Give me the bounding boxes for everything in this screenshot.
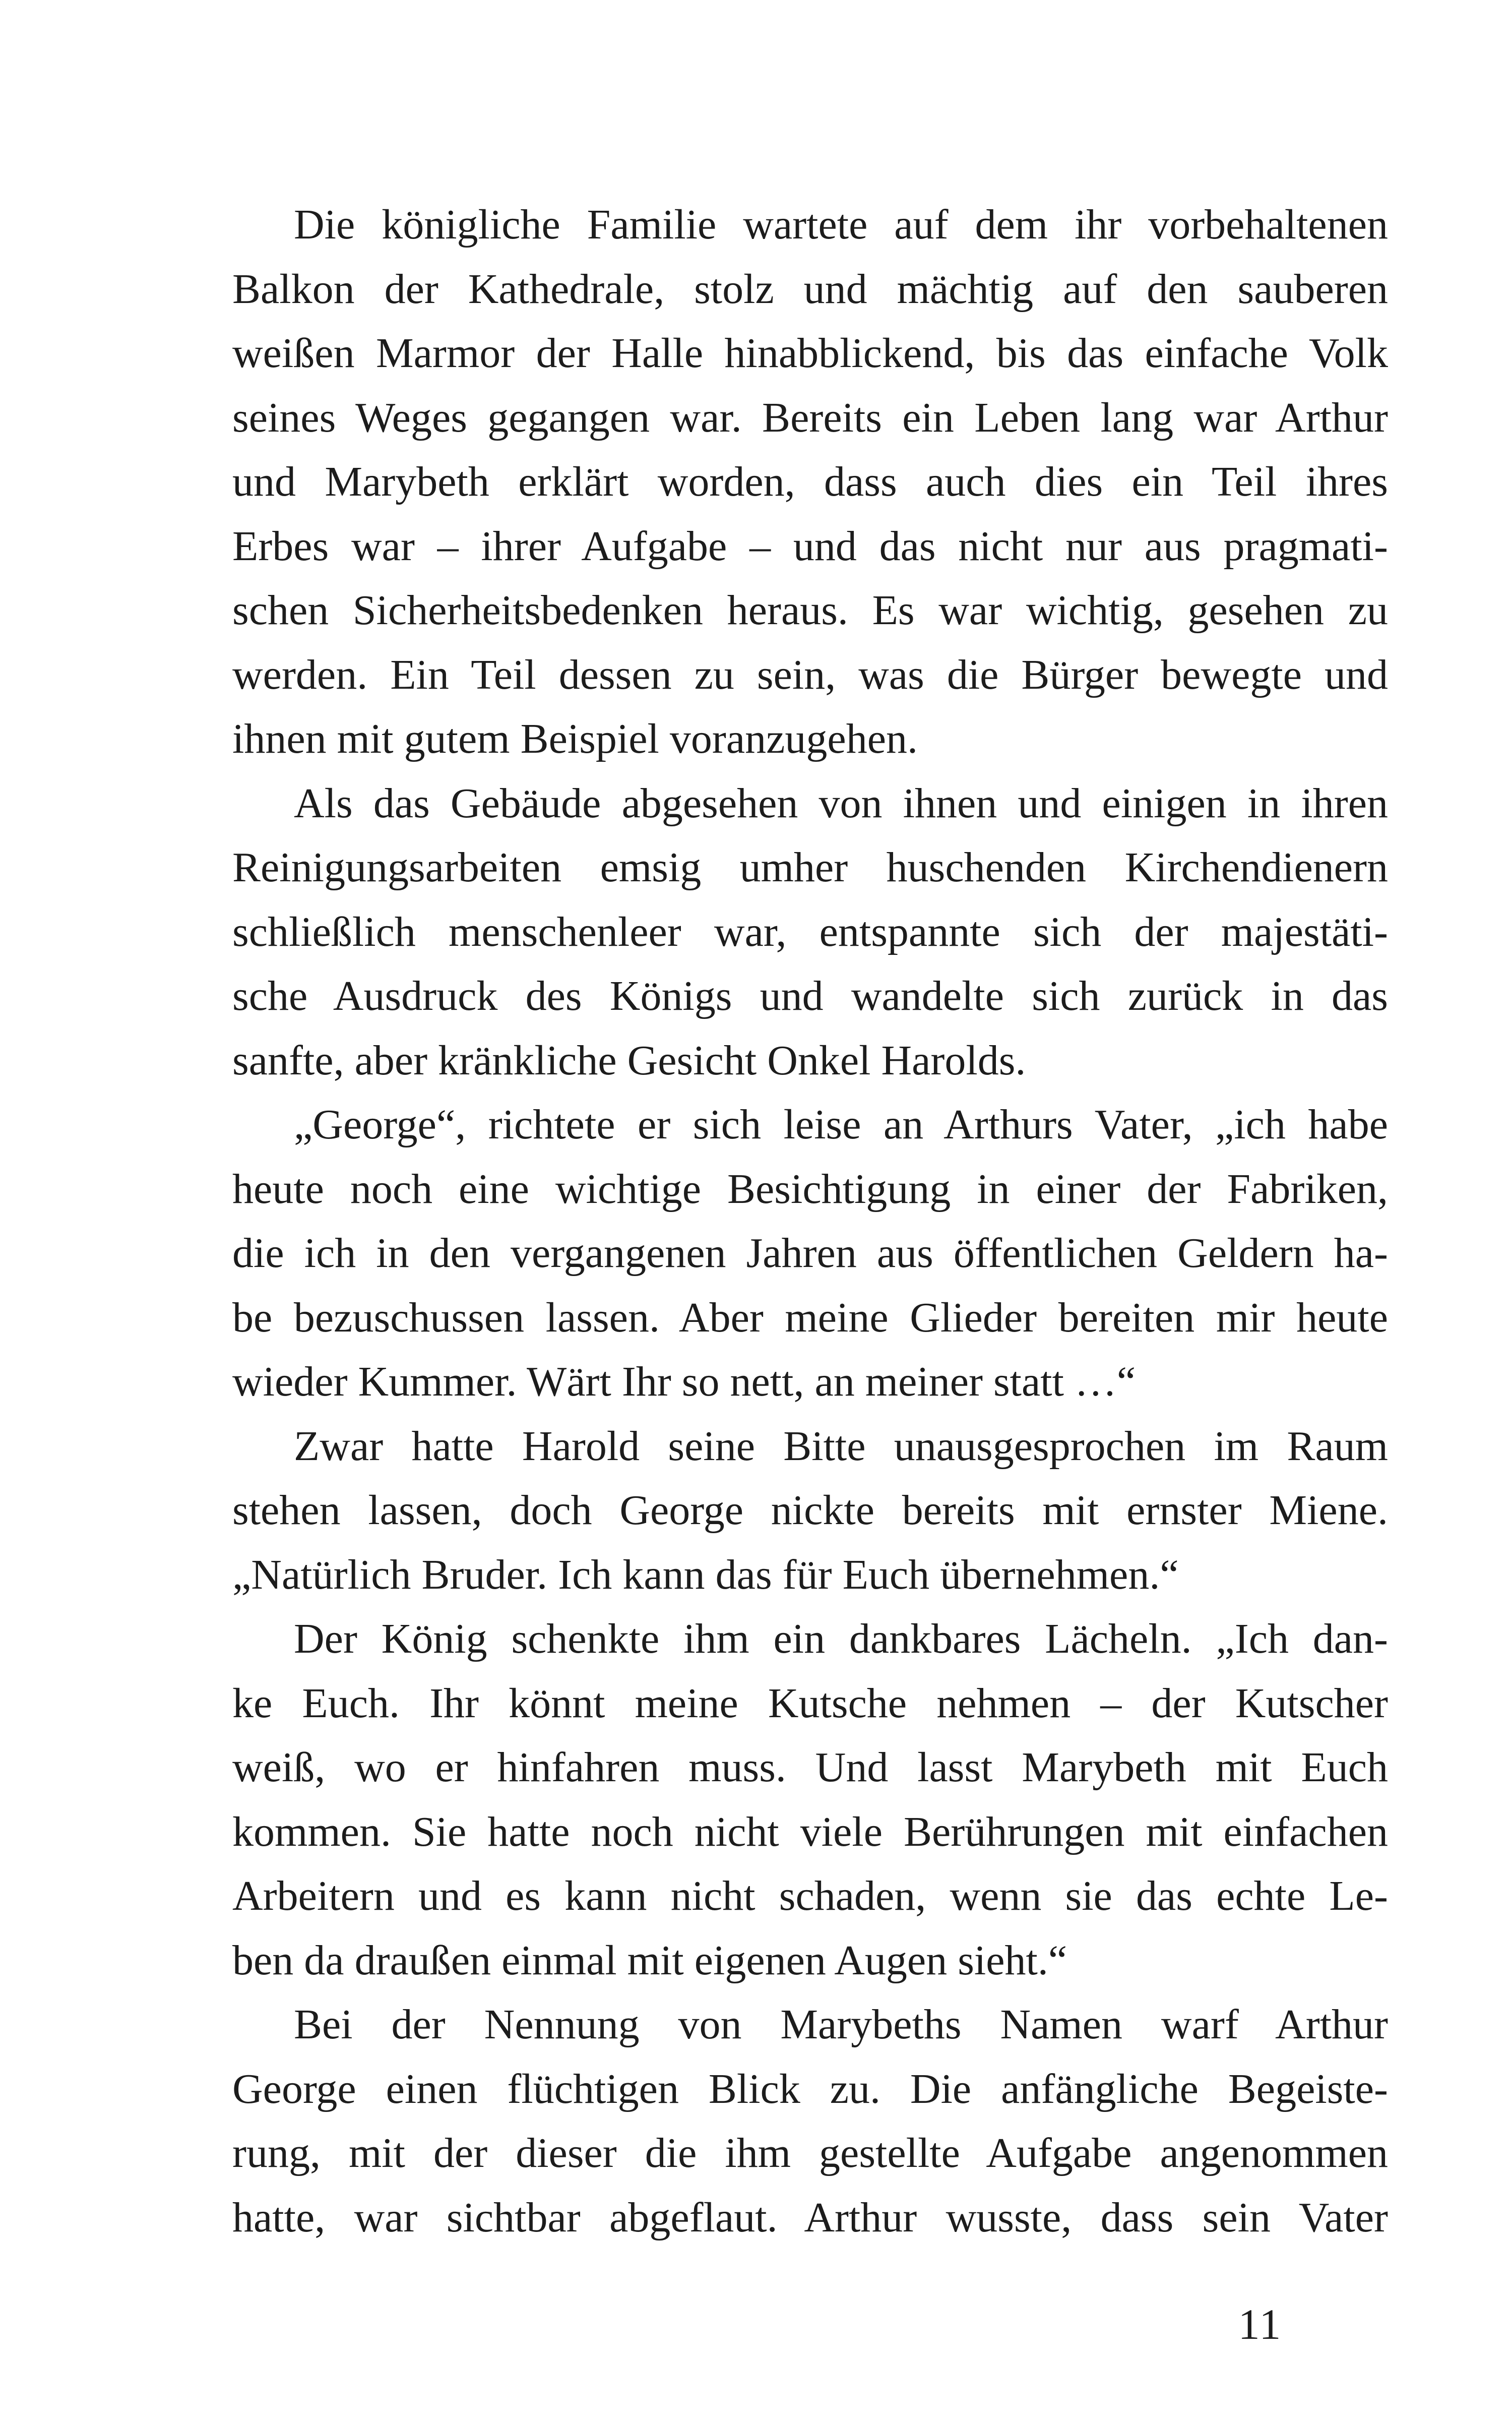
text-line: Balkon der Kathedrale, stolz und mächtig auf den sauberen (232, 265, 1388, 313)
text-line: schen Sicherheitsbedenken heraus. Es war wichtig, gesehen zu (232, 587, 1388, 634)
text-line: ihnen mit gutem Beispiel voranzugehen. (232, 715, 918, 762)
text-line: Reinigungsarbeiten emsig umher huschenden Kirchendienern (232, 844, 1388, 891)
text-line: stehen lassen, doch George nickte bereits mit ernster Miene. (232, 1487, 1388, 1534)
text-line: sche Ausdruck des Königs und wandelte sich zurück in das (232, 973, 1388, 1019)
text-line: schließlich menschenleer war, entspannte sich der majestäti- (232, 908, 1388, 955)
text-line: weiß, wo er hinfahren muss. Und lasst Marybeth mit Euch (232, 1744, 1388, 1791)
text-line: kommen. Sie hatte noch nicht viele Berührungen mit einfachen (232, 1808, 1388, 1855)
text-line: Der König schenkte ihm ein dankbares Lächeln. „Ich dan- (294, 1615, 1388, 1662)
text-line: ke Euch. Ihr könnt meine Kutsche nehmen – der Kutscher (232, 1679, 1388, 1727)
text-line: „George“, richtete er sich leise an Arthurs Vater, „ich habe (294, 1101, 1388, 1148)
text-line: George einen flüchtigen Blick zu. Die anfängliche Begeiste- (232, 2065, 1388, 2112)
paragraph (232, 1414, 1388, 1607)
text-line: werden. Ein Teil dessen zu sein, was die Bürger bewegte und (232, 651, 1388, 698)
text-line: Bei der Nennung von Marybeths Namen warf Arthur (294, 2001, 1388, 2048)
text-line: seines Weges gegangen war. Bereits ein Leben lang war Arthur (232, 394, 1388, 441)
text-line: Die königliche Familie wartete auf dem ihr vorbehaltenen (294, 201, 1388, 248)
paragraph (232, 1607, 1388, 1992)
text-line: rung, mit der dieser die ihm gestellte Aufgabe angenommen (232, 2130, 1388, 2176)
text-line: Zwar hatte Harold seine Bitte unausgesprochen im Raum (294, 1422, 1388, 1470)
paragraph (232, 771, 1388, 1093)
paragraph (232, 193, 1388, 771)
text-line: Arbeitern und es kann nicht schaden, wenn sie das echte Le- (232, 1872, 1388, 1919)
text-line: sanfte, aber kränkliche Gesicht Onkel Harolds. (232, 1037, 1026, 1084)
text-line: Erbes war – ihrer Aufgabe – und das nicht nur aus pragmati- (232, 522, 1388, 570)
text-line: Als das Gebäude abgesehen von ihnen und einigen in ihren (294, 779, 1388, 827)
paragraph (232, 1093, 1388, 1414)
body-text (232, 193, 1388, 2250)
text-line: und Marybeth erklärt worden, dass auch dies ein Teil ihres (232, 458, 1388, 505)
text-line: wieder Kummer. Wärt Ihr so nett, an meiner statt …“ (232, 1358, 1136, 1405)
text-line: die ich in den vergangenen Jahren aus öffentlichen Geldern ha- (232, 1230, 1388, 1277)
text-line: be bezuschussen lassen. Aber meine Glieder bereiten mir heute (232, 1294, 1388, 1341)
text-line: „Natürlich Bruder. Ich kann das für Euch übernehmen.“ (232, 1551, 1179, 1598)
paragraph (232, 1992, 1388, 2250)
text-line: heute noch eine wichtige Besichtigung in einer der Fabriken, (232, 1165, 1388, 1213)
text-line: hatte, war sichtbar abgeflaut. Arthur wusste, dass sein Vater (232, 2194, 1388, 2241)
page-number: 11 (1238, 2300, 1282, 2348)
text-line: ben da draußen einmal mit eigenen Augen sieht.“ (232, 1937, 1067, 1984)
text-line: weißen Marmor der Halle hinabblickend, bis das einfache Volk (232, 330, 1388, 377)
